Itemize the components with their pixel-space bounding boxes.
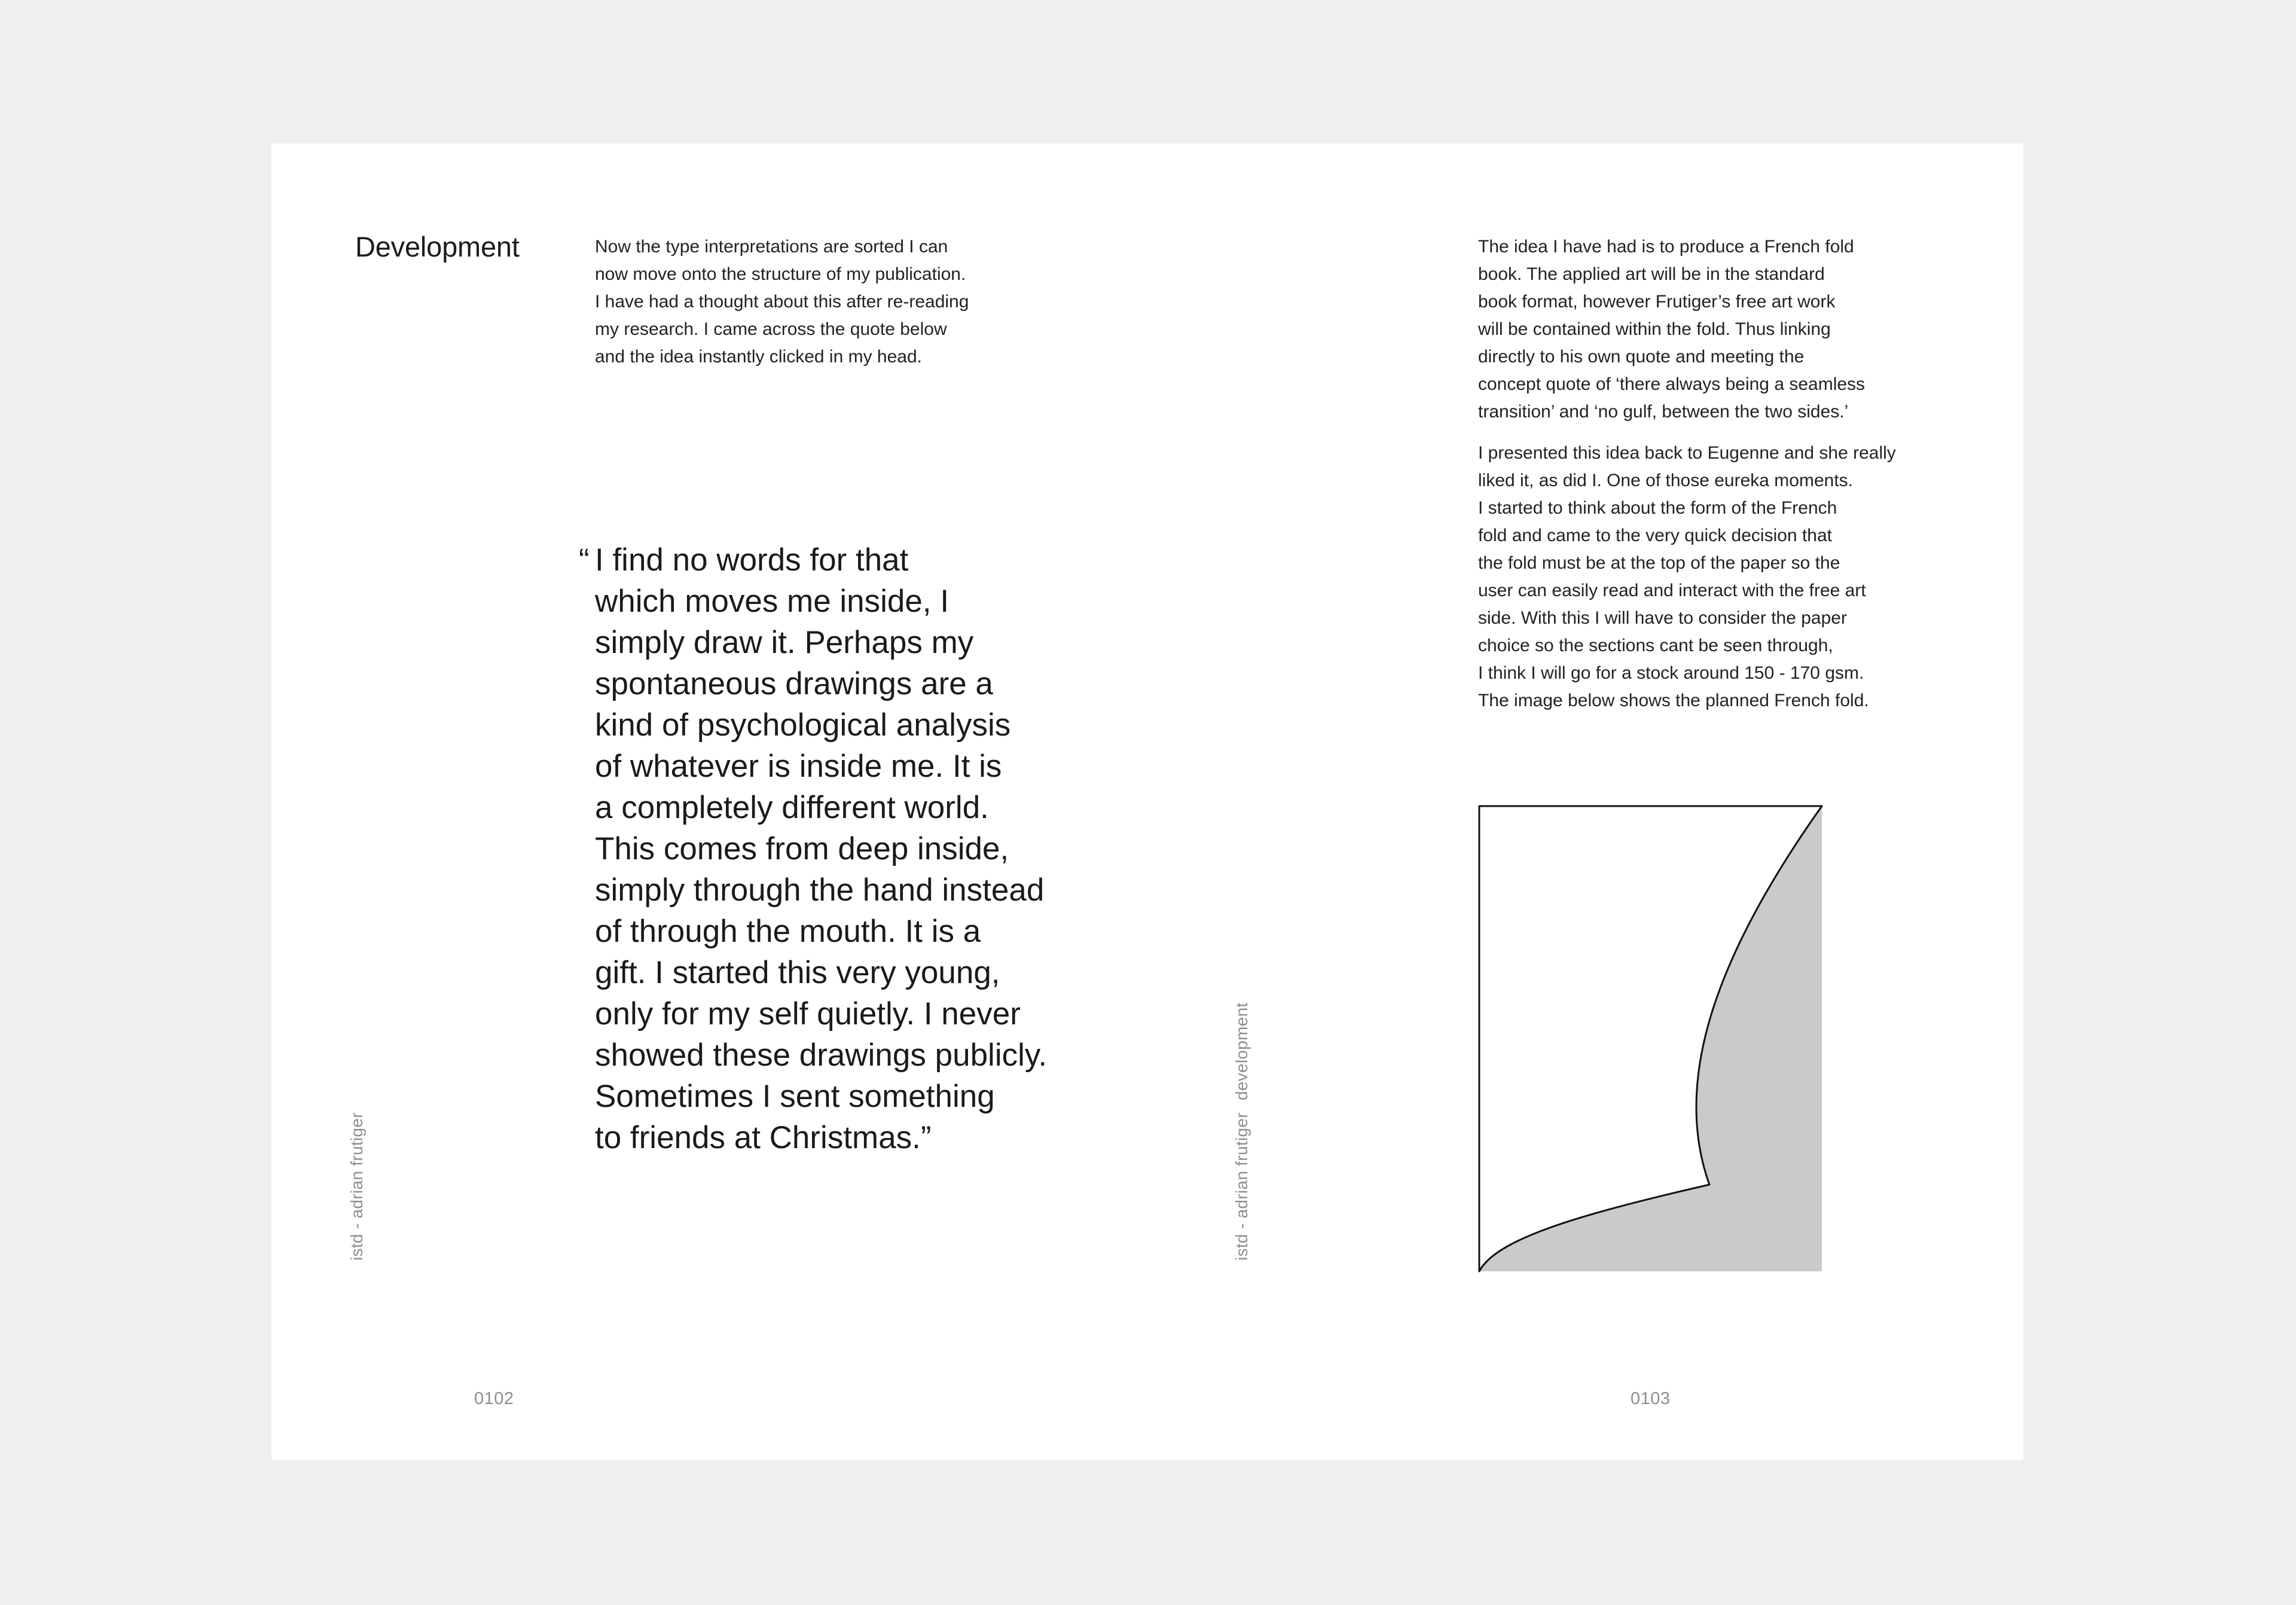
quote-text: I find no words for that which moves me inside, I simply draw it. Perhaps my spontaneous drawings are a kind of psychological analysis of whatever is inside me. It is a completely different world. This comes from deep inside, simply through the hand instead of through the mouth. It is a gift. I started this very young, only for my self quietly. I never showed these drawings publicly. Sometimes I sent something to friends at Christmas.” [595,542,1048,1155]
quote-open-mark: “ [579,542,590,578]
french-fold-diagram [1478,803,1824,1274]
presentation-paragraph: I presented this idea back to Eugenne and she really liked it, as did I. One of those eureka moments. I started to think about the form of the French fold and came to the very quick decision that the fold must be at the top of the paper so the user can easily read and interact with the free art side. With this I will have to consider the paper choice so the sections cant be seen through, I think I will go for a stock around 150 - 170 gsm. The image below shows the planned French fold. [1478,443,1896,710]
page-number-right: 0103 [1631,1389,1671,1408]
section-title: Development [355,231,520,263]
right-page [1147,144,2023,1460]
frutiger-quote [579,539,1121,1158]
page-number-left: 0102 [474,1389,514,1408]
french-fold-idea-paragraph: The idea I have had is to produce a French fold book. The applied art will be in the standard book format, however Frutiger’s free art work will be contained within the fold. Thus linking directly to his own quote and meeting the concept quote of ‘there always being a seamless transition’ and ‘no gulf, between the two sides.’ [1478,237,1866,422]
running-label-right: istd - adrian frutiger [1232,1112,1251,1261]
fold-page-shadow [1479,806,1822,1271]
left-page [271,144,1147,1460]
running-label-left: istd - adrian frutiger [347,1112,366,1261]
book-spread [271,144,2023,1460]
section-label-vertical: development [1232,1002,1251,1100]
intro-paragraph: Now the type interpretations are sorted I can now move onto the structure of my publication. I have had a thought about this after re-reading my research. I came across the quote below and the idea instantly clicked in my head. [595,237,969,367]
